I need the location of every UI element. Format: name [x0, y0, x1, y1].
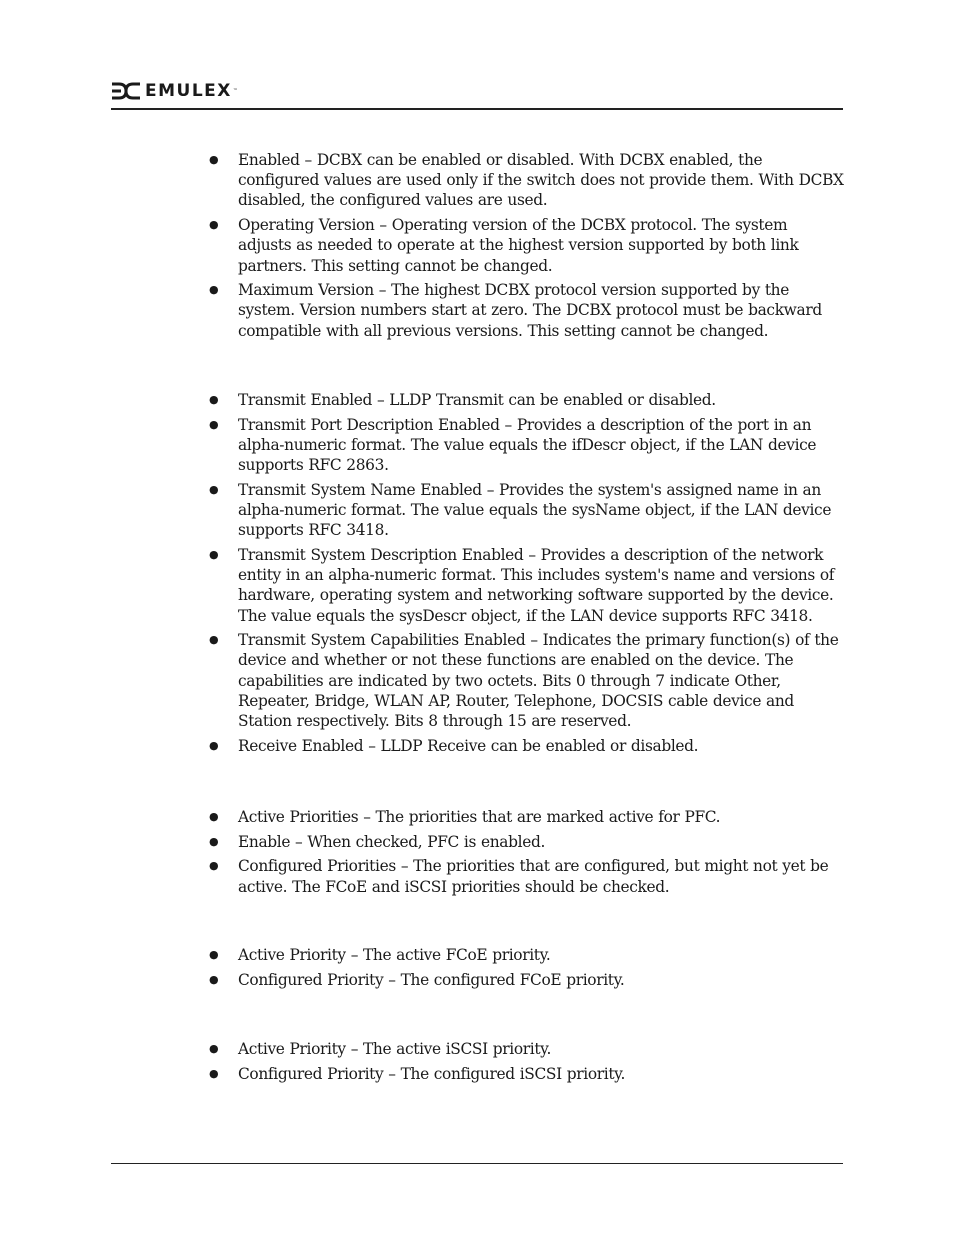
brand-trademark: ™ [232, 88, 238, 94]
list-item [204, 630, 844, 731]
list-item-text: Transmit System Name Enabled – Provides the system's assigned name in an alpha-numeric format. The value equals the sysName object, if the LAN device supports RFC 3418. [238, 480, 832, 540]
bullet-icon: ● [209, 948, 219, 961]
list-item-text: Configured Priorities – The priorities that are configured, but might not yet be active. The FCoE and iSCSI priorities should be checked. [238, 857, 829, 896]
lldp-bullet-list [204, 390, 844, 760]
bullet-icon: ● [209, 417, 219, 431]
bullet-icon: ● [209, 1042, 219, 1055]
list-item [204, 832, 844, 852]
bullet-icon: ● [209, 810, 219, 823]
bullet-icon: ● [209, 859, 219, 873]
list-item [204, 856, 844, 896]
dcbx-bullet-list [204, 150, 844, 345]
list-item-text: Operating Version – Operating version of the DCBX protocol. The system adjusts as needed to operate at the highest version supported by both link partners. This setting cannot be changed. [238, 216, 799, 275]
header-divider [111, 108, 843, 110]
list-item-text: Enabled – DCBX can be enabled or disabled. With DCBX enabled, the configured values are used only if the switch does not provide them. With DCBX disabled, the configured values are used. [238, 151, 844, 210]
list-item-text: Transmit System Capabilities Enabled – Indicates the primary function(s) of the device and whether or not these functions are enabled on the device. The capabilities are indicated by two octets. Bits 0 through 7 indicate Other, Repeater, Bridge, WLAN AP, Router, Telephone, DOCSIS cable device and Station respectively. Bits 8 through 15 are reserved. [238, 631, 839, 731]
bullet-icon: ● [209, 834, 219, 848]
list-item-text: Active Priority – The active FCoE priority. [238, 946, 551, 964]
bullet-icon: ● [209, 633, 219, 647]
list-item-text: Active Priorities – The priorities that are marked active for PFC. [238, 808, 721, 826]
bullet-icon: ● [209, 547, 219, 561]
list-item-text: Maximum Version – The highest DCBX protocol version supported by the system. Version numbers start at zero. The DCBX protocol must be backward compatible with all previous versions. This setting cannot be changed. [238, 281, 822, 340]
list-item [204, 480, 844, 541]
bullet-icon: ● [209, 218, 219, 232]
list-item [204, 970, 844, 990]
pfc-bullet-list [204, 807, 844, 901]
list-item [204, 150, 844, 211]
list-item [204, 415, 844, 476]
list-item-text: Active Priority – The active iSCSI priority. [238, 1040, 552, 1058]
list-item [204, 280, 844, 341]
fcoe-bullet-list [204, 945, 844, 994]
brand-name: EMULEX [145, 81, 232, 101]
list-item-text: Enable – When checked, PFC is enabled. [238, 832, 545, 851]
list-item-text: Transmit System Description Enabled – Provides a description of the network entity in an alpha-numeric format. This includes system's name and versions of hardware, operating system and networking software supported by the device. The value equals the sysDescr object, if the LAN device supports RFC 3418. [238, 545, 835, 625]
emulex-logo-icon [111, 81, 141, 101]
list-item-text: Transmit Enabled – LLDP Transmit can be enabled or disabled. [238, 391, 716, 409]
bullet-icon: ● [209, 972, 219, 986]
list-item [204, 1039, 844, 1059]
bullet-icon: ● [209, 393, 219, 406]
bullet-icon: ● [209, 1066, 219, 1080]
list-item-text: Configured Priority – The configured iSCSI priority. [238, 1064, 626, 1083]
list-item [204, 945, 844, 965]
bullet-icon: ● [209, 482, 219, 496]
list-item [204, 390, 844, 410]
bullet-icon: ● [209, 153, 219, 166]
list-item [204, 1064, 844, 1084]
iscsi-bullet-list [204, 1039, 844, 1088]
emulex-logo [111, 80, 238, 102]
page-header [111, 78, 843, 110]
list-item [204, 807, 844, 827]
list-item [204, 736, 844, 756]
list-item-text: Receive Enabled – LLDP Receive can be enabled or disabled. [238, 736, 699, 755]
list-item-text: Transmit Port Description Enabled – Provides a description of the port in an alpha-numeric format. The value equals the ifDescr object, if the LAN device supports RFC 2863. [238, 415, 817, 475]
bullet-icon: ● [209, 283, 219, 297]
list-item-text: Configured Priority – The configured FCoE priority. [238, 970, 625, 989]
list-item [204, 545, 844, 626]
footer-divider [111, 1163, 843, 1164]
list-item [204, 215, 844, 276]
bullet-icon: ● [209, 738, 219, 752]
